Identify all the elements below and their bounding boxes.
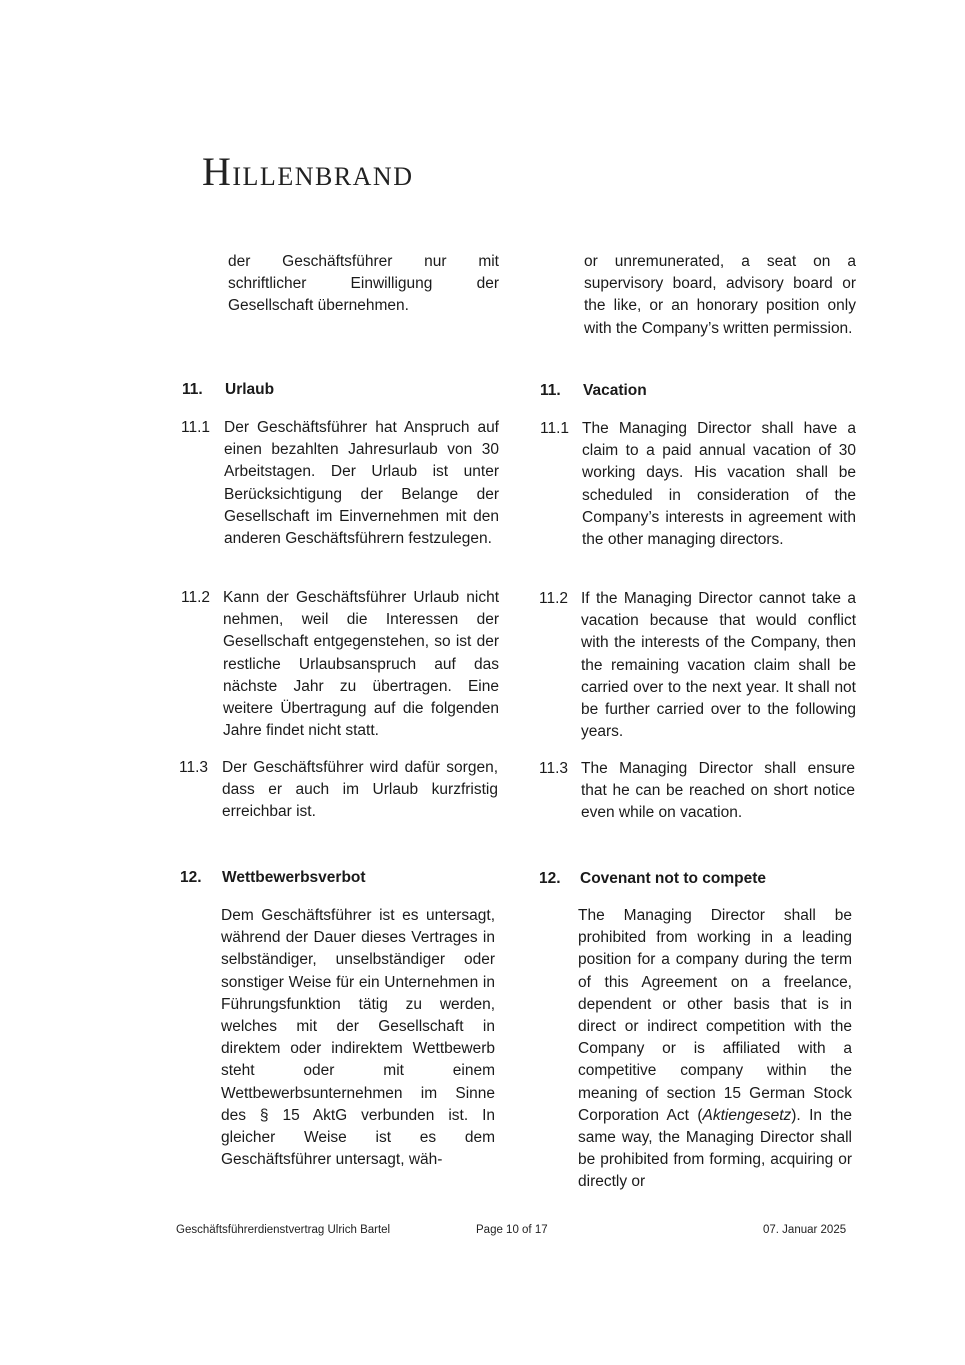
- right-clause-11-1-number: 11.1: [540, 420, 570, 437]
- right-section-11-title: Vacation: [583, 382, 647, 399]
- right-section-12-text: [578, 905, 852, 1194]
- left-section-11-title: Urlaub: [225, 381, 275, 398]
- company-logo: [202, 148, 413, 195]
- left-section-12-text: Dem Geschäftsführer ist es untersagt, während der Dauer dieses Vertrages in selbständiger, unselbständiger oder sonstiger Weise für ein Unternehmen in Führungsfunktion tätig zu werden, welches mit der Gesellschaft in direktem oder indirektem Wettbewerb steht oder mit einem Wettbewerbsunternehmen im Sinne des § 15 AktG verbunden ist. In gleicher Weise ist es dem Geschäftsführer untersagt, wäh-: [221, 907, 495, 1169]
- left-clause-11-3-number: 11.3: [179, 759, 209, 776]
- left-intro-paragraph: der Geschäftsführer nur mit schriftlicher Einwilligung der Gesellschaft übernehmen.: [228, 253, 499, 315]
- footer-page-number: Page 10 of 17: [476, 1224, 548, 1236]
- right-section-12-text-start: The Managing Director shall be prohibited from working in a leading position for a company during the term of this Agreement on a freelance, dependent or other basis that is in direct or indirect competition with the Company or is affiliated with a competitive company within the meaning of section 15 German Stock Corporation Act (: [578, 907, 852, 1124]
- footer-document-title: Geschäftsführerdienstvertrag Ulrich Bartel: [176, 1224, 391, 1236]
- logo-initial: H: [202, 149, 233, 194]
- right-section-12-text-end: ). In the same way, the Managing Director shall be prohibited from forming, acquiring or directly or: [578, 1106, 852, 1191]
- left-clause-11-2-text: Kann der Geschäftsführer Urlaub nicht nehmen, weil die Interessen der Gesellschaft entgegenstehen, so ist der restliche Urlaubsanspruch auf das nächste Jahr zu übertragen. Eine weitere Übertragung auf die folgenden Jahre findet nicht statt.: [223, 589, 499, 740]
- left-section-12-number: 12.: [180, 869, 202, 886]
- logo-rest: ILLENBRAND: [232, 162, 414, 191]
- left-section-12-title: Wettbewerbsverbot: [222, 869, 366, 886]
- right-section-11-number: 11.: [540, 382, 561, 399]
- footer-date: 07. Januar 2025: [763, 1224, 847, 1236]
- right-clause-11-2-number: 11.2: [539, 590, 569, 607]
- right-clause-11-3-number: 11.3: [539, 760, 569, 777]
- left-clause-11-1-text: Der Geschäftsführer hat Anspruch auf einen bezahlten Jahresurlaub von 30 Arbeitstagen. Der Urlaub ist unter Berücksichtigung der Belange der Gesellschaft im Einvernehmen mit den anderen Geschäftsführern festzulegen.: [224, 419, 499, 548]
- right-clause-11-1-text: The Managing Director shall have a claim to a paid annual vacation of 30 working days. His vacation shall be scheduled in consideration of the Company’s interests in agreement with the other managing directors.: [582, 420, 856, 549]
- right-clause-11-2-text: If the Managing Director cannot take a vacation because that would conflict with the interests of the Company, then the remaining vacation claim shall be carried over to the next year. It shall not be further carried over to the following years.: [581, 590, 856, 741]
- right-section-12-number: 12.: [539, 870, 561, 887]
- right-clause-11-3-text: The Managing Director shall ensure that he can be reached on short notice even while on vacation.: [581, 760, 855, 822]
- left-section-11-number: 11.: [182, 381, 203, 398]
- left-clause-11-1-number: 11.1: [181, 419, 211, 436]
- right-intro-paragraph: or unremunerated, a seat on a supervisory board, advisory board or the like, or an honorary position only with the Company’s written permission.: [584, 253, 856, 337]
- right-section-12-title: Covenant not to compete: [580, 870, 767, 887]
- right-section-12-italic-term: Aktiengesetz: [702, 1106, 792, 1124]
- left-clause-11-3-text: Der Geschäftsführer wird dafür sorgen, dass er auch im Urlaub kurzfristig erreichbar ist.: [222, 759, 498, 821]
- left-clause-11-2-number: 11.2: [181, 589, 211, 606]
